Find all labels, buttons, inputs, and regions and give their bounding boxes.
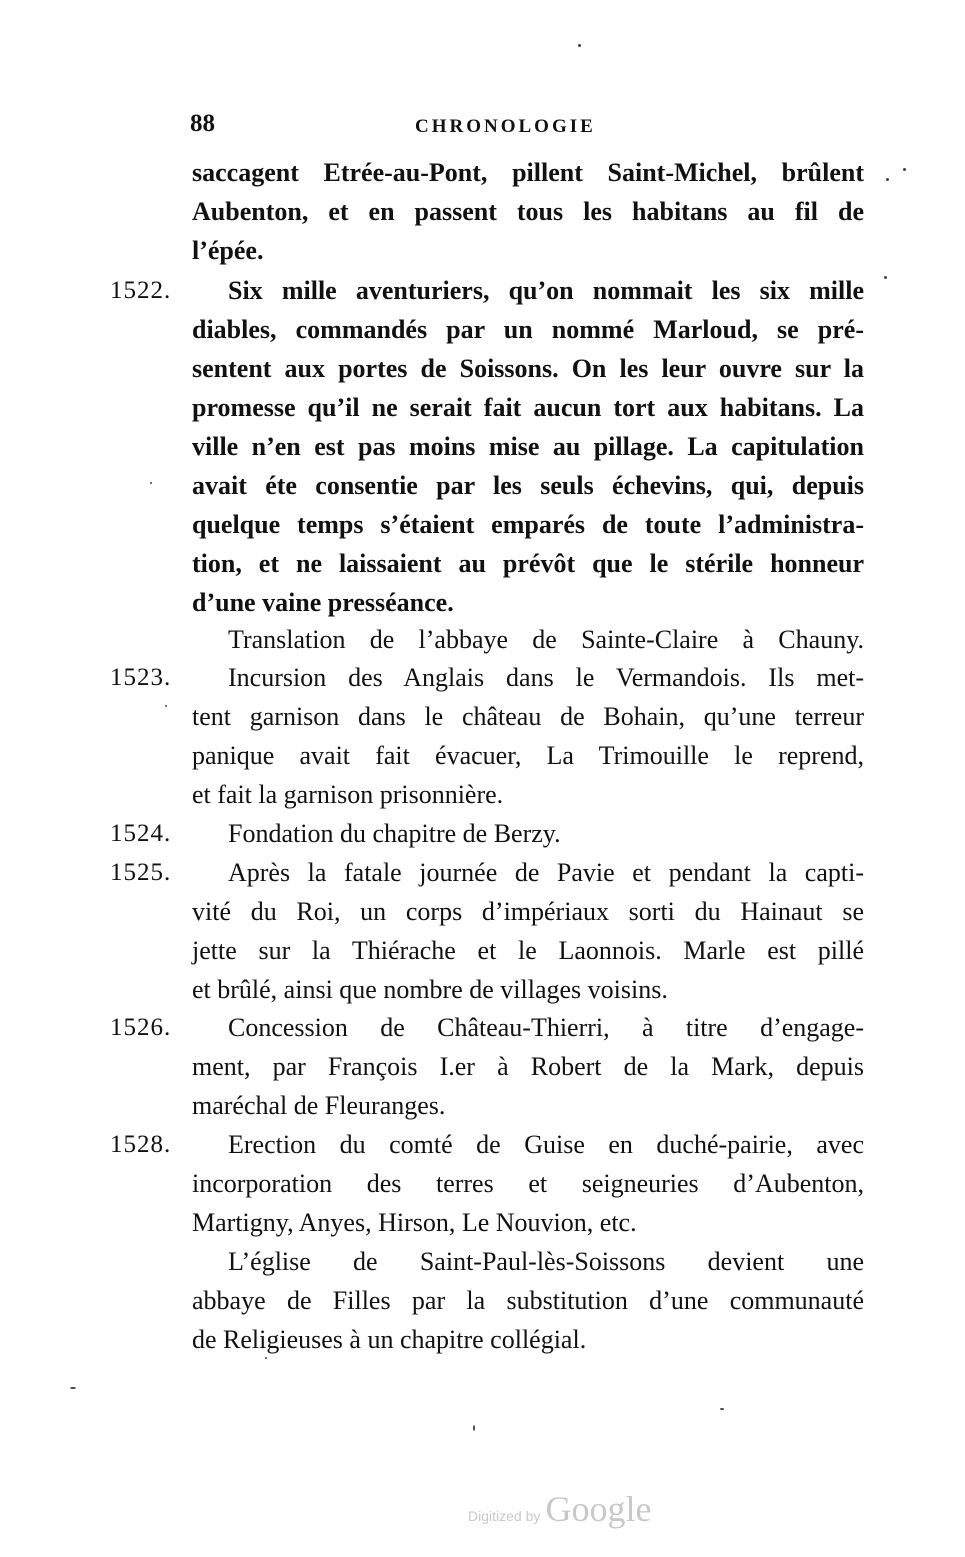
- scan-speck: [886, 178, 889, 181]
- text-line: d’une vaine presséance.: [192, 588, 454, 617]
- digitized-watermark: [468, 1488, 651, 1530]
- text-line: maréchal de Fleuranges.: [192, 1091, 446, 1120]
- scan-speck: [150, 482, 152, 484]
- text-line: Après la fatale journée de Pavie et pendant la capti-: [228, 858, 864, 887]
- scan-speck: [578, 44, 581, 47]
- running-title: CHRONOLOGIE: [415, 116, 596, 137]
- page-number: 88: [190, 110, 215, 137]
- text-line: Concession de Château-Thierri, à titre d’engage-: [228, 1013, 864, 1042]
- scan-speck: [473, 1425, 475, 1431]
- text-line: promesse qu’il ne serait fait aucun tort aux habitans. La: [192, 393, 864, 422]
- text-line: avait éte consentie par les seuls échevins, qui, depuis: [192, 471, 864, 500]
- text-line: de Religieuses à un chapitre collégial.: [192, 1325, 587, 1354]
- text-line: L’église de Saint-Paul-lès-Soissons devient une: [228, 1247, 864, 1276]
- scan-speck: [165, 705, 167, 707]
- text-line: vité du Roi, un corps d’impériaux sorti du Hainaut se: [192, 897, 864, 926]
- text-line: saccagent Etrée-au-Pont, pillent Saint-Michel, brûlent: [192, 158, 864, 187]
- year-label: 1528.: [110, 1131, 172, 1158]
- scan-speck: [720, 1408, 724, 1410]
- text-line: tent garnison dans le château de Bohain, qu’une terreur: [192, 702, 864, 731]
- text-line: et brûlé, ainsi que nombre de villages voisins.: [192, 975, 668, 1004]
- digitized-by-text: Digitized by: [468, 1508, 541, 1524]
- text-line: Translation de l’abbaye de Sainte-Claire à Chauny.: [228, 625, 864, 654]
- scan-speck: [884, 276, 887, 279]
- text-line: sentent aux portes de Soissons. On les leur ouvre sur la: [192, 354, 864, 383]
- text-line: Aubenton, et en passent tous les habitans au fil de: [192, 197, 864, 226]
- year-label: 1523.: [110, 664, 172, 691]
- text-line: Martigny, Anyes, Hirson, Le Nouvion, etc.: [192, 1208, 637, 1237]
- scan-speck: [903, 168, 906, 171]
- text-line: abbaye de Filles par la substitution d’une communauté: [192, 1286, 864, 1315]
- text-line: l’épée.: [192, 236, 264, 265]
- text-line: incorporation des terres et seigneuries d’Aubenton,: [192, 1169, 864, 1198]
- scan-speck: [70, 1387, 76, 1389]
- year-label: 1525.: [110, 859, 172, 886]
- text-line: ville n’en est pas moins mise au pillage. La capitulation: [192, 432, 864, 461]
- text-line: diables, commandés par un nommé Marloud, se pré-: [192, 315, 864, 344]
- year-label: 1522.: [110, 277, 172, 304]
- text-line: Incursion des Anglais dans le Vermandois. Ils met-: [228, 663, 864, 692]
- text-line: jette sur la Thiérache et le Laonnois. Marle est pillé: [192, 936, 864, 965]
- year-label: 1524.: [110, 820, 172, 847]
- text-line: Fondation du chapitre de Berzy.: [228, 819, 561, 848]
- text-line: tion, et ne laissaient au prévôt que le stérile honneur: [192, 549, 864, 578]
- page-header: [190, 110, 830, 150]
- text-line: quelque temps s’étaient emparés de toute l’administra-: [192, 510, 864, 539]
- text-line: et fait la garnison prisonnière.: [192, 780, 504, 809]
- scan-speck: [265, 1357, 267, 1359]
- year-label: 1526.: [110, 1014, 172, 1041]
- google-logo: Google: [545, 1489, 652, 1529]
- text-line: ment, par François I.er à Robert de la Mark, depuis: [192, 1052, 864, 1081]
- text-line: Six mille aventuriers, qu’on nommait les six mille: [228, 276, 864, 305]
- text-line: panique avait fait évacuer, La Trimouille le reprend,: [192, 741, 864, 770]
- text-line: Erection du comté de Guise en duché-pairie, avec: [228, 1130, 864, 1159]
